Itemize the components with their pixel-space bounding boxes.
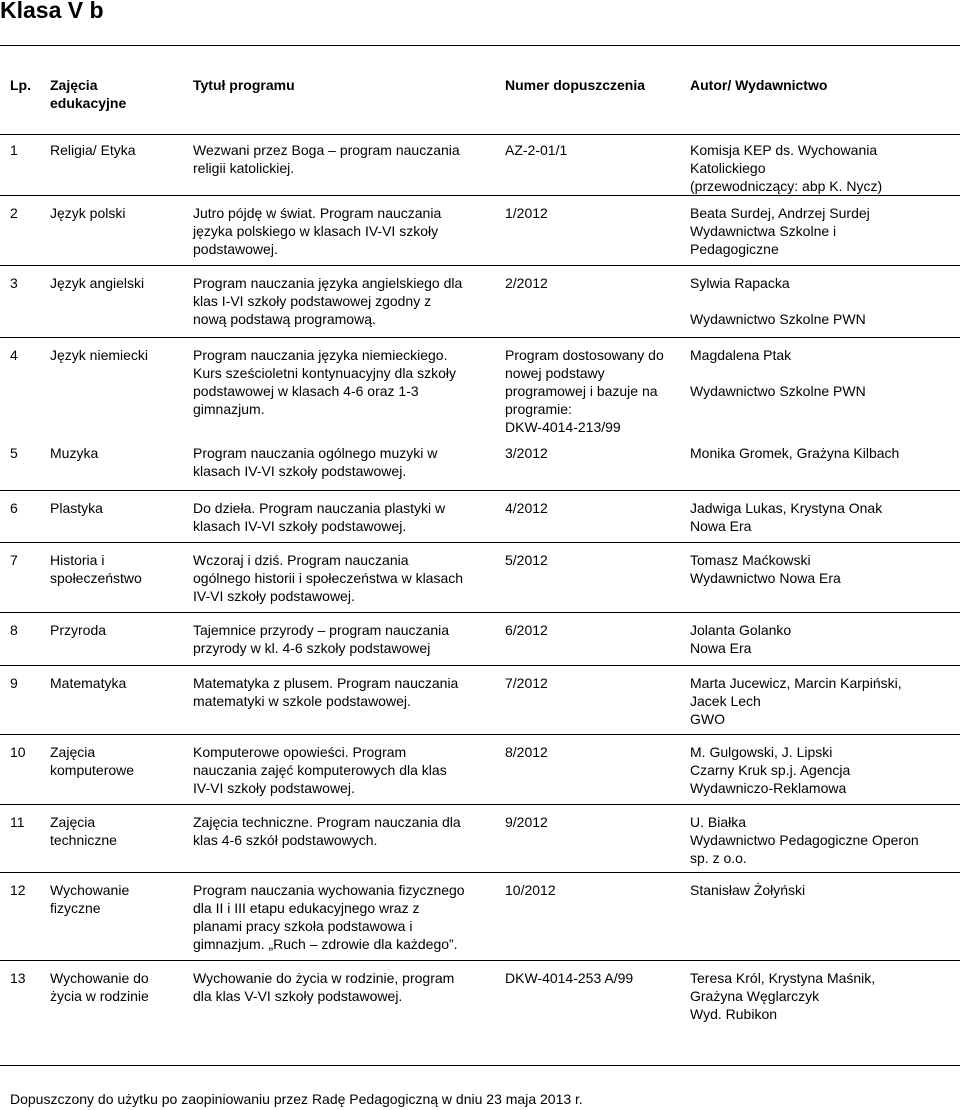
cell-tytul: Tajemnice przyrody – program nauczania przyrody w kl. 4-6 szkoły podstawowej bbox=[193, 612, 505, 665]
table-row bbox=[0, 960, 960, 1032]
cell-lp: 4 bbox=[0, 338, 50, 437]
cell-numer: Program dostosowany do nowej podstawy programowej i bazuje na programie: DKW-4014-213/99 bbox=[505, 338, 690, 437]
cell-lp: 1 bbox=[0, 135, 50, 196]
title-divider bbox=[0, 45, 960, 46]
cell-zajecia: Matematyka bbox=[50, 665, 193, 734]
header-autor: Autor/ Wydawnictwo bbox=[690, 77, 828, 93]
programs-table bbox=[0, 68, 960, 1032]
table-row bbox=[0, 196, 960, 266]
cell-tytul: Wczoraj i dziś. Program nauczania ogólnego historii i społeczeństwa w klasach IV-VI szkoły podstawowej. bbox=[193, 542, 505, 612]
header-zajecia: Zajęcia edukacyjne bbox=[50, 77, 127, 111]
cell-lp: 5 bbox=[10, 445, 18, 461]
cell-zajecia: Muzyka bbox=[50, 445, 99, 461]
cell-numer: 10/2012 bbox=[505, 872, 690, 960]
cell-autor: Beata Surdej, Andrzej Surdej Wydawnictwa Szkolne i Pedagogiczne bbox=[690, 196, 960, 266]
cell-zajecia: Plastyka bbox=[50, 490, 193, 542]
table-row bbox=[0, 612, 960, 665]
cell-numer: DKW-4014-253 A/99 bbox=[505, 960, 690, 1032]
cell-autor: Sylwia Rapacka Wydawnictwo Szkolne PWN bbox=[690, 266, 960, 338]
cell-tytul: Program nauczania języka angielskiego dla klas I-VI szkoły podstawowej zgodny z nową podstawą programową. bbox=[193, 266, 505, 338]
cell-autor: M. Gulgowski, J. Lipski Czarny Kruk sp.j. Agencja Wydawniczo-Reklamowa bbox=[690, 734, 960, 804]
page-title: Klasa V b bbox=[0, 0, 104, 23]
table-row bbox=[0, 872, 960, 960]
cell-zajecia: Wychowanie fizyczne bbox=[50, 872, 193, 960]
cell-lp: 2 bbox=[0, 196, 50, 266]
table-header-row bbox=[0, 68, 960, 135]
cell-numer: 7/2012 bbox=[505, 665, 690, 734]
cell-tytul: Program nauczania ogólnego muzyki w klasach IV-VI szkoły podstawowej. bbox=[193, 445, 438, 479]
cell-autor: Teresa Król, Krystyna Maśnik, Grażyna Węglarczyk Wyd. Rubikon bbox=[690, 960, 960, 1032]
cell-autor: Jadwiga Lukas, Krystyna Onak Nowa Era bbox=[690, 490, 960, 542]
cell-lp: 12 bbox=[0, 872, 50, 960]
cell-numer: 8/2012 bbox=[505, 734, 690, 804]
cell-autor: Marta Jucewicz, Marcin Karpiński, Jacek Lech GWO bbox=[690, 665, 960, 734]
cell-lp: 9 bbox=[0, 665, 50, 734]
table-row bbox=[0, 665, 960, 734]
footer-note: Dopuszczony do użytku po zaopiniowaniu przez Radę Pedagogiczną w dniu 23 maja 2013 r. bbox=[10, 1091, 583, 1107]
cell-zajecia: Język niemiecki bbox=[50, 338, 193, 437]
cell-zajecia: Zajęcia komputerowe bbox=[50, 734, 193, 804]
cell-autor: Tomasz Maćkowski Wydawnictwo Nowa Era bbox=[690, 542, 960, 612]
cell-zajecia: Historia i społeczeństwo bbox=[50, 542, 193, 612]
cell-lp: 7 bbox=[0, 542, 50, 612]
cell-numer: 5/2012 bbox=[505, 542, 690, 612]
cell-tytul: Zajęcia techniczne. Program nauczania dla klas 4-6 szkół podstawowych. bbox=[193, 804, 505, 872]
cell-numer: 4/2012 bbox=[505, 490, 690, 542]
footer-divider bbox=[0, 1065, 960, 1066]
table-row bbox=[0, 338, 960, 437]
cell-lp: 11 bbox=[0, 804, 50, 872]
table-row bbox=[0, 135, 960, 196]
table-row bbox=[0, 542, 960, 612]
table-row bbox=[0, 804, 960, 872]
cell-lp: 3 bbox=[0, 266, 50, 338]
cell-numer: 9/2012 bbox=[505, 804, 690, 872]
cell-tytul: Komputerowe opowieści. Program nauczania zajęć komputerowych dla klas IV-VI szkoły podstawowej. bbox=[193, 734, 505, 804]
cell-tytul: Jutro pójdę w świat. Program nauczania języka polskiego w klasach IV-VI szkoły podstawowej. bbox=[193, 196, 505, 266]
cell-autor: Magdalena Ptak Wydawnictwo Szkolne PWN bbox=[690, 338, 960, 437]
cell-zajecia: Wychowanie do życia w rodzinie bbox=[50, 960, 193, 1032]
cell-lp: 13 bbox=[0, 960, 50, 1032]
table-body bbox=[0, 135, 960, 1033]
cell-zajecia: Język polski bbox=[50, 196, 193, 266]
cell-lp: 6 bbox=[0, 490, 50, 542]
cell-autor: Monika Gromek, Grażyna Kilbach bbox=[690, 445, 900, 461]
cell-autor: Stanisław Żołyński bbox=[690, 872, 960, 960]
header-numer: Numer dopuszczenia bbox=[505, 77, 646, 93]
cell-numer: AZ-2-01/1 bbox=[505, 135, 690, 196]
table-row bbox=[0, 436, 960, 490]
cell-autor: Jolanta Golanko Nowa Era bbox=[690, 612, 960, 665]
cell-tytul: Do dzieła. Program nauczania plastyki w klasach IV-VI szkoły podstawowej. bbox=[193, 490, 505, 542]
cell-tytul: Wezwani przez Boga – program nauczania religii katolickiej. bbox=[193, 135, 505, 196]
cell-autor: Komisja KEP ds. Wychowania Katolickiego (przewodniczący: abp K. Nycz) bbox=[690, 135, 960, 196]
cell-zajecia: Język angielski bbox=[50, 266, 193, 338]
cell-numer: 6/2012 bbox=[505, 612, 690, 665]
cell-numer: 3/2012 bbox=[505, 445, 548, 461]
cell-numer: 2/2012 bbox=[505, 266, 690, 338]
cell-zajecia: Religia/ Etyka bbox=[50, 135, 193, 196]
cell-tytul: Matematyka z plusem. Program nauczania matematyki w szkole podstawowej. bbox=[193, 665, 505, 734]
cell-zajecia: Zajęcia techniczne bbox=[50, 804, 193, 872]
table-row bbox=[0, 734, 960, 804]
cell-tytul: Wychowanie do życia w rodzinie, program dla klas V-VI szkoły podstawowej. bbox=[193, 960, 505, 1032]
header-tytul: Tytuł programu bbox=[193, 77, 295, 93]
table-row bbox=[0, 266, 960, 338]
cell-tytul: Program nauczania języka niemieckiego. Kurs sześcioletni kontynuacyjny dla szkoły podstawowej w klasach 4-6 oraz 1-3 gimnazjum. bbox=[193, 338, 505, 437]
cell-zajecia: Przyroda bbox=[50, 612, 193, 665]
table-row bbox=[0, 490, 960, 542]
cell-numer: 1/2012 bbox=[505, 196, 690, 266]
header-lp: Lp. bbox=[10, 77, 31, 93]
cell-lp: 8 bbox=[0, 612, 50, 665]
cell-autor: U. Białka Wydawnictwo Pedagogiczne Operon sp. z o.o. bbox=[690, 804, 960, 872]
cell-tytul: Program nauczania wychowania fizycznego dla II i III etapu edukacyjnego wraz z planami pracy szkoła podstawowa i gimnazjum. „Ruch – zdrowie dla każdego”. bbox=[193, 872, 505, 960]
cell-lp: 10 bbox=[0, 734, 50, 804]
